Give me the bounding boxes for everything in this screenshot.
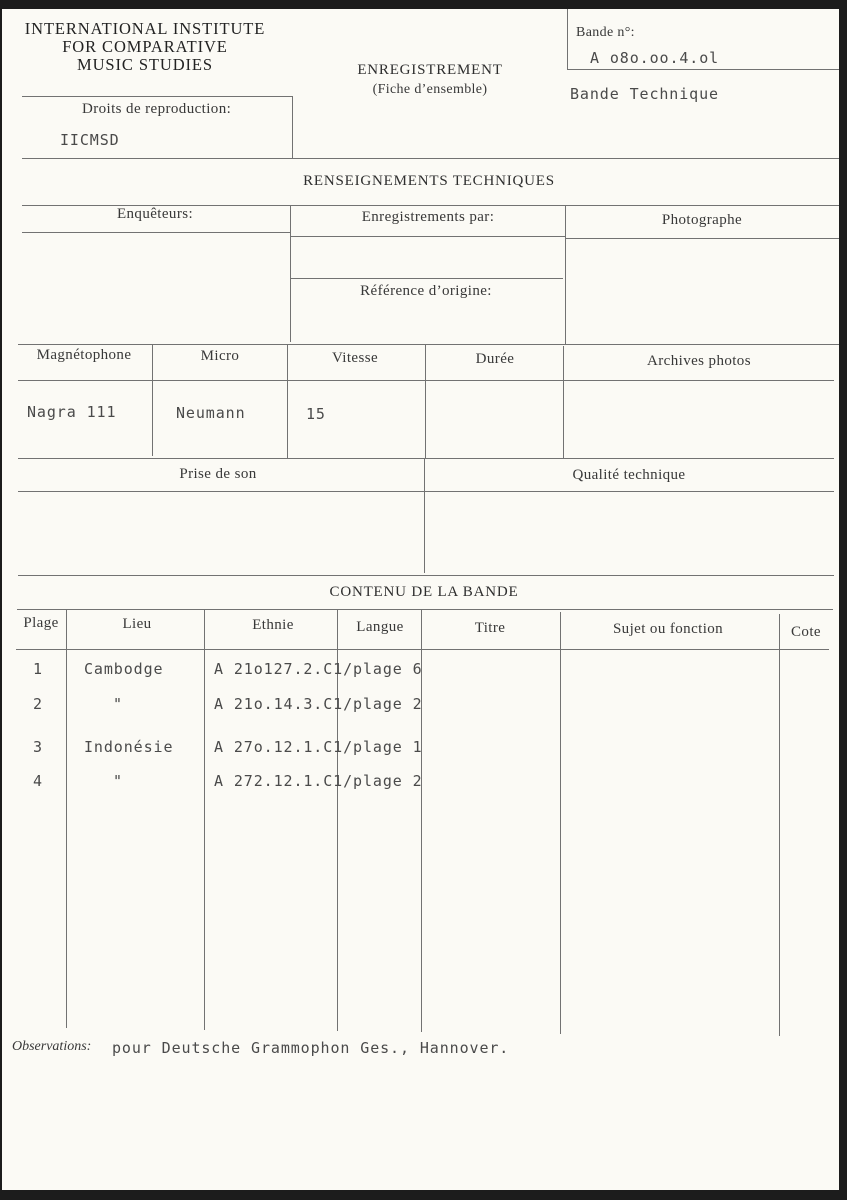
- contents-header-underline: [16, 649, 829, 650]
- table-row-lieu: Indonésie: [84, 738, 174, 756]
- equipment-header-underline: [18, 380, 834, 381]
- tape-recorder-header: Magnétophone: [36, 347, 132, 363]
- institute-underline: [22, 96, 292, 97]
- microphone-value: Neumann: [176, 404, 246, 422]
- observations-label: Observations:: [12, 1039, 92, 1054]
- reproduction-rights-value: IICMSD: [60, 131, 120, 149]
- contents-column-rule: [66, 610, 67, 1028]
- form-subtitle: (Fiche d’ensemble): [372, 82, 488, 97]
- speed-value: 15: [306, 405, 326, 423]
- form-title: ENREGISTREMENT: [357, 62, 503, 78]
- recorded-by-underline: [290, 236, 565, 237]
- equipment-top-rule: [18, 344, 839, 345]
- table-row-plage: 1: [33, 660, 43, 678]
- tape-recorder-value: Nagra 111: [27, 403, 117, 421]
- sound-quality-header-underline: [18, 491, 834, 492]
- rights-box-right-rule: [292, 96, 293, 158]
- photo-archives-header: Archives photos: [647, 353, 751, 369]
- speed-header: Vitesse: [331, 350, 379, 366]
- investigators-label: Enquêteurs:: [116, 206, 194, 222]
- reproduction-rights-label: Droits de reproduction:: [82, 101, 232, 117]
- technical-section-heading: RENSEIGNEMENTS TECHNIQUES: [303, 173, 555, 189]
- contents-column-rule: [560, 612, 561, 1034]
- column-header-cote: Cote: [791, 624, 821, 640]
- table-row-ethnie: A 21o127.2.C1/plage 6: [214, 660, 423, 678]
- header-divider: [22, 158, 839, 159]
- contents-column-rule: [779, 614, 780, 1036]
- observations-text: pour Deutsche Grammophon Ges., Hannover.: [112, 1039, 510, 1057]
- origin-reference-divider: [290, 278, 563, 279]
- column-header-plage: Plage: [23, 615, 59, 631]
- table-row-plage: 3: [33, 738, 43, 756]
- institute-name-line: FOR COMPARATIVE: [62, 37, 228, 56]
- column-header-lieu: Lieu: [122, 616, 152, 632]
- photographer-label: Photographe: [661, 212, 743, 228]
- institute-name-line: INTERNATIONAL INSTITUTE: [24, 19, 266, 38]
- sound-quality-bottom-rule: [18, 575, 834, 576]
- tape-kind-value: Bande Technique: [570, 85, 719, 103]
- table-row-plage: 4: [33, 772, 43, 790]
- contents-column-rule: [204, 610, 205, 1030]
- investigators-underline: [22, 232, 290, 233]
- sound-quality-column-rule: [424, 458, 425, 573]
- table-row-lieu-ditto: ": [113, 772, 123, 790]
- table-row-ethnie: A 272.12.1.C1/plage 2: [214, 772, 423, 790]
- technical-quality-label: Qualité technique: [572, 467, 686, 483]
- column-header-ethnie: Ethnie: [252, 617, 294, 633]
- recorded-by-column-rule: [565, 205, 566, 345]
- tape-number-value: A o8o.oo.4.ol: [590, 49, 720, 67]
- table-row-ethnie: A 21o.14.3.C1/plage 2: [214, 695, 423, 713]
- institute-name-line: MUSIC STUDIES: [77, 55, 213, 74]
- origin-reference-label: Référence d’origine:: [360, 283, 492, 299]
- equipment-bottom-rule: [18, 458, 834, 459]
- table-row-lieu-ditto: ": [113, 695, 123, 713]
- duration-header: Durée: [475, 351, 515, 367]
- column-header-langue: Langue: [356, 619, 404, 635]
- table-row-ethnie: A 27o.12.1.C1/plage 1: [214, 738, 423, 756]
- contents-heading-divider: [17, 609, 833, 610]
- tape-number-label: Bande n°:: [576, 25, 635, 40]
- tape-number-underline: [567, 69, 839, 70]
- table-row-plage: 2: [33, 695, 43, 713]
- photographer-underline: [565, 238, 839, 239]
- contents-section-heading: CONTENU DE LA BANDE: [329, 584, 519, 600]
- investigators-column-rule: [290, 205, 291, 342]
- column-header-sujet: Sujet ou fonction: [612, 621, 724, 637]
- microphone-header: Micro: [200, 348, 240, 364]
- tape-box-left-rule: [567, 9, 568, 69]
- table-row-lieu: Cambodge: [84, 660, 164, 678]
- sound-recording-label: Prise de son: [179, 466, 257, 482]
- column-header-titre: Titre: [474, 620, 506, 636]
- recorded-by-label: Enregistrements par:: [361, 209, 495, 225]
